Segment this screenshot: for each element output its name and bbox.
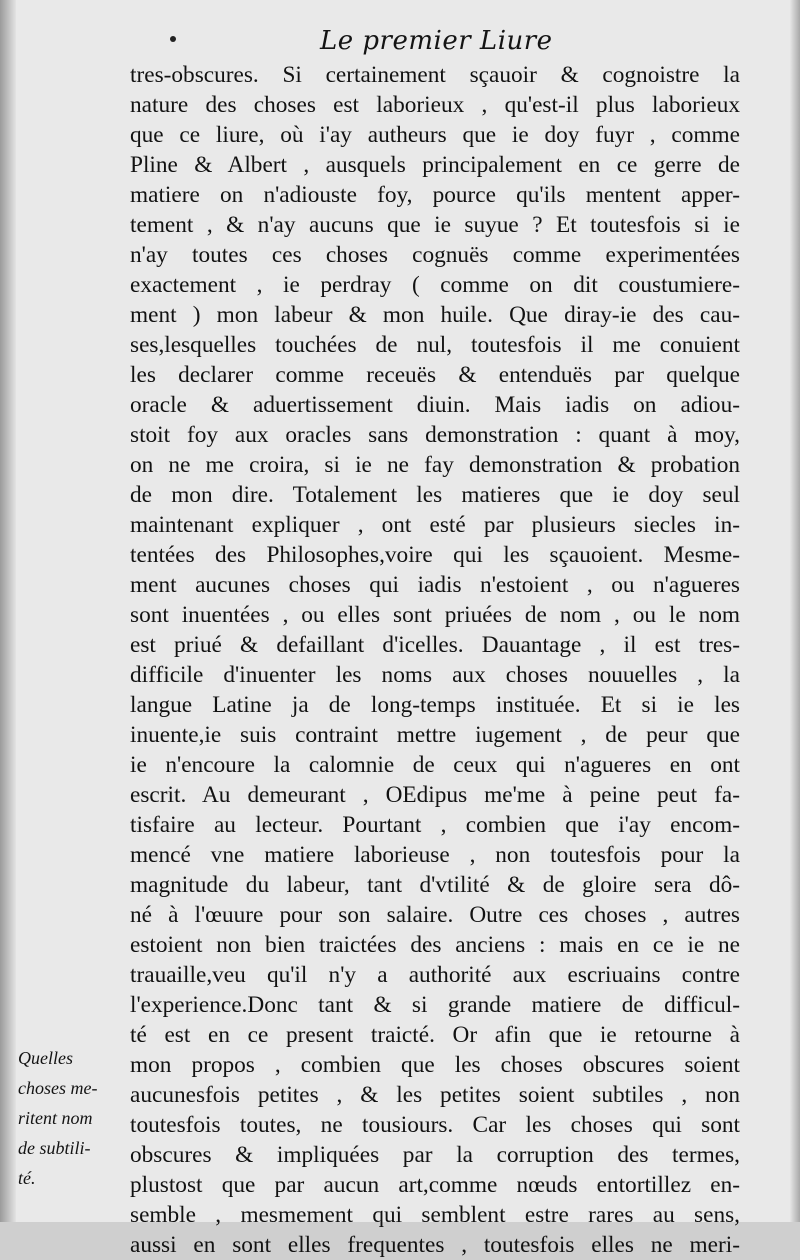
text-line: semble , mesmement qui semblent estre rares au sens, <box>130 1202 740 1228</box>
text-line: que ce liure, où i'ay autheurs que ie doy fuyr , comme <box>130 122 740 148</box>
text-line: escrit. Au demeurant , OEdipus me'me à peine peut fa- <box>130 782 740 808</box>
text-line: trauaille,veu qu'il n'y a authorité aux escriuains contre <box>130 962 740 988</box>
text-line: de mon dire. Totalement les matieres que ie doy seul <box>130 482 740 508</box>
text-line: né à l'œuure pour son salaire. Outre ces choses , autres <box>130 902 740 928</box>
margin-note-line: choses me- <box>18 1078 98 1098</box>
running-head: Le premier Liure <box>320 26 553 56</box>
text-line: obscures & impliquées par la corruption des termes, <box>130 1142 740 1168</box>
printer-ornament <box>170 36 176 42</box>
text-line: mencé vne matiere laborieuse , non toutesfois pour la <box>130 842 740 868</box>
text-line: inuente,ie suis contraint mettre iugement , de peur que <box>130 722 740 748</box>
text-line: matiere on n'adiouste foy, pource qu'ils mentent apper- <box>130 182 740 208</box>
text-line: les declarer comme receuës & entenduës par quelque <box>130 362 740 388</box>
text-line: oracle & aduertissement diuin. Mais iadis on adiou- <box>130 392 740 418</box>
text-line: Pline & Albert , ausquels principalement en ce gerre de <box>130 152 740 178</box>
text-line: sont inuentées , ou elles sont priuées de nom , ou le nom <box>130 602 740 628</box>
text-line: toutesfois toutes, ne tousiours. Car les choses qui sont <box>130 1112 740 1138</box>
text-line: langue Latine ja de long-temps instituée. Et si ie les <box>130 692 740 718</box>
margin-note-line: té. <box>18 1168 36 1188</box>
text-line: stoit foy aux oracles sans demonstration : quant à moy, <box>130 422 740 448</box>
text-line: ie n'encoure la calomnie de ceux qui n'agueres en ont <box>130 752 740 778</box>
text-line: ment aucunes choses qui iadis n'estoient , ou n'agueres <box>130 572 740 598</box>
text-line: tement , & n'ay aucuns que ie suyue ? Et toutesfois si ie <box>130 212 740 238</box>
text-line: mon propos , combien que les choses obscures soient <box>130 1052 740 1078</box>
margin-note-line: de subtili- <box>18 1138 91 1158</box>
text-line: tisfaire au lecteur. Pourtant , combien que i'ay encom- <box>130 812 740 838</box>
text-line: nature des choses est laborieux , qu'est-il plus laborieux <box>130 92 740 118</box>
text-line: ses,lesquelles touchées de nul, toutesfois il me conuient <box>130 332 740 358</box>
text-line: exactement , ie perdray ( comme on dit coustumiere- <box>130 272 740 298</box>
text-line: on ne me croira, si ie ne fay demonstration & probation <box>130 452 740 478</box>
text-line: l'experience.Donc tant & si grande matiere de difficul- <box>130 992 740 1018</box>
text-line: ment ) mon labeur & mon huile. Que diray-ie des cau- <box>130 302 740 328</box>
text-line: est priué & defaillant d'icelles. Dauantage , il est tres- <box>130 632 740 658</box>
text-line: n'ay toutes ces choses cognuës comme experimentées <box>130 242 740 268</box>
body-text <box>130 60 740 1260</box>
text-line: tres-obscures. Si certainement sçauoir & cognoistre la <box>130 62 740 88</box>
margin-note-line: Quelles <box>18 1048 73 1068</box>
margin-note-line: ritent nom <box>18 1108 93 1128</box>
text-line: magnitude du labeur, tant d'vtilité & de gloire sera dô- <box>130 872 740 898</box>
text-line: aussi en sont elles frequentes , toutesfois elles ne meri- <box>130 1232 740 1258</box>
text-line: difficile d'inuenter les noms aux choses nouuelles , la <box>130 662 740 688</box>
text-line: plustost que par aucun art,comme nœuds entortillez en- <box>130 1172 740 1198</box>
text-line: estoient non bien traictées des anciens : mais en ce ie ne <box>130 932 740 958</box>
margin-note <box>18 1043 126 1193</box>
text-line: maintenant expliquer , ont esté par plusieurs siecles in- <box>130 512 740 538</box>
text-line: té est en ce present traicté. Or afin que ie retourne à <box>130 1022 740 1048</box>
text-line: tentées des Philosophes,voire qui les sçauoient. Mesme- <box>130 542 740 568</box>
text-line: aucunesfois petites , & les petites soient subtiles , non <box>130 1082 740 1108</box>
